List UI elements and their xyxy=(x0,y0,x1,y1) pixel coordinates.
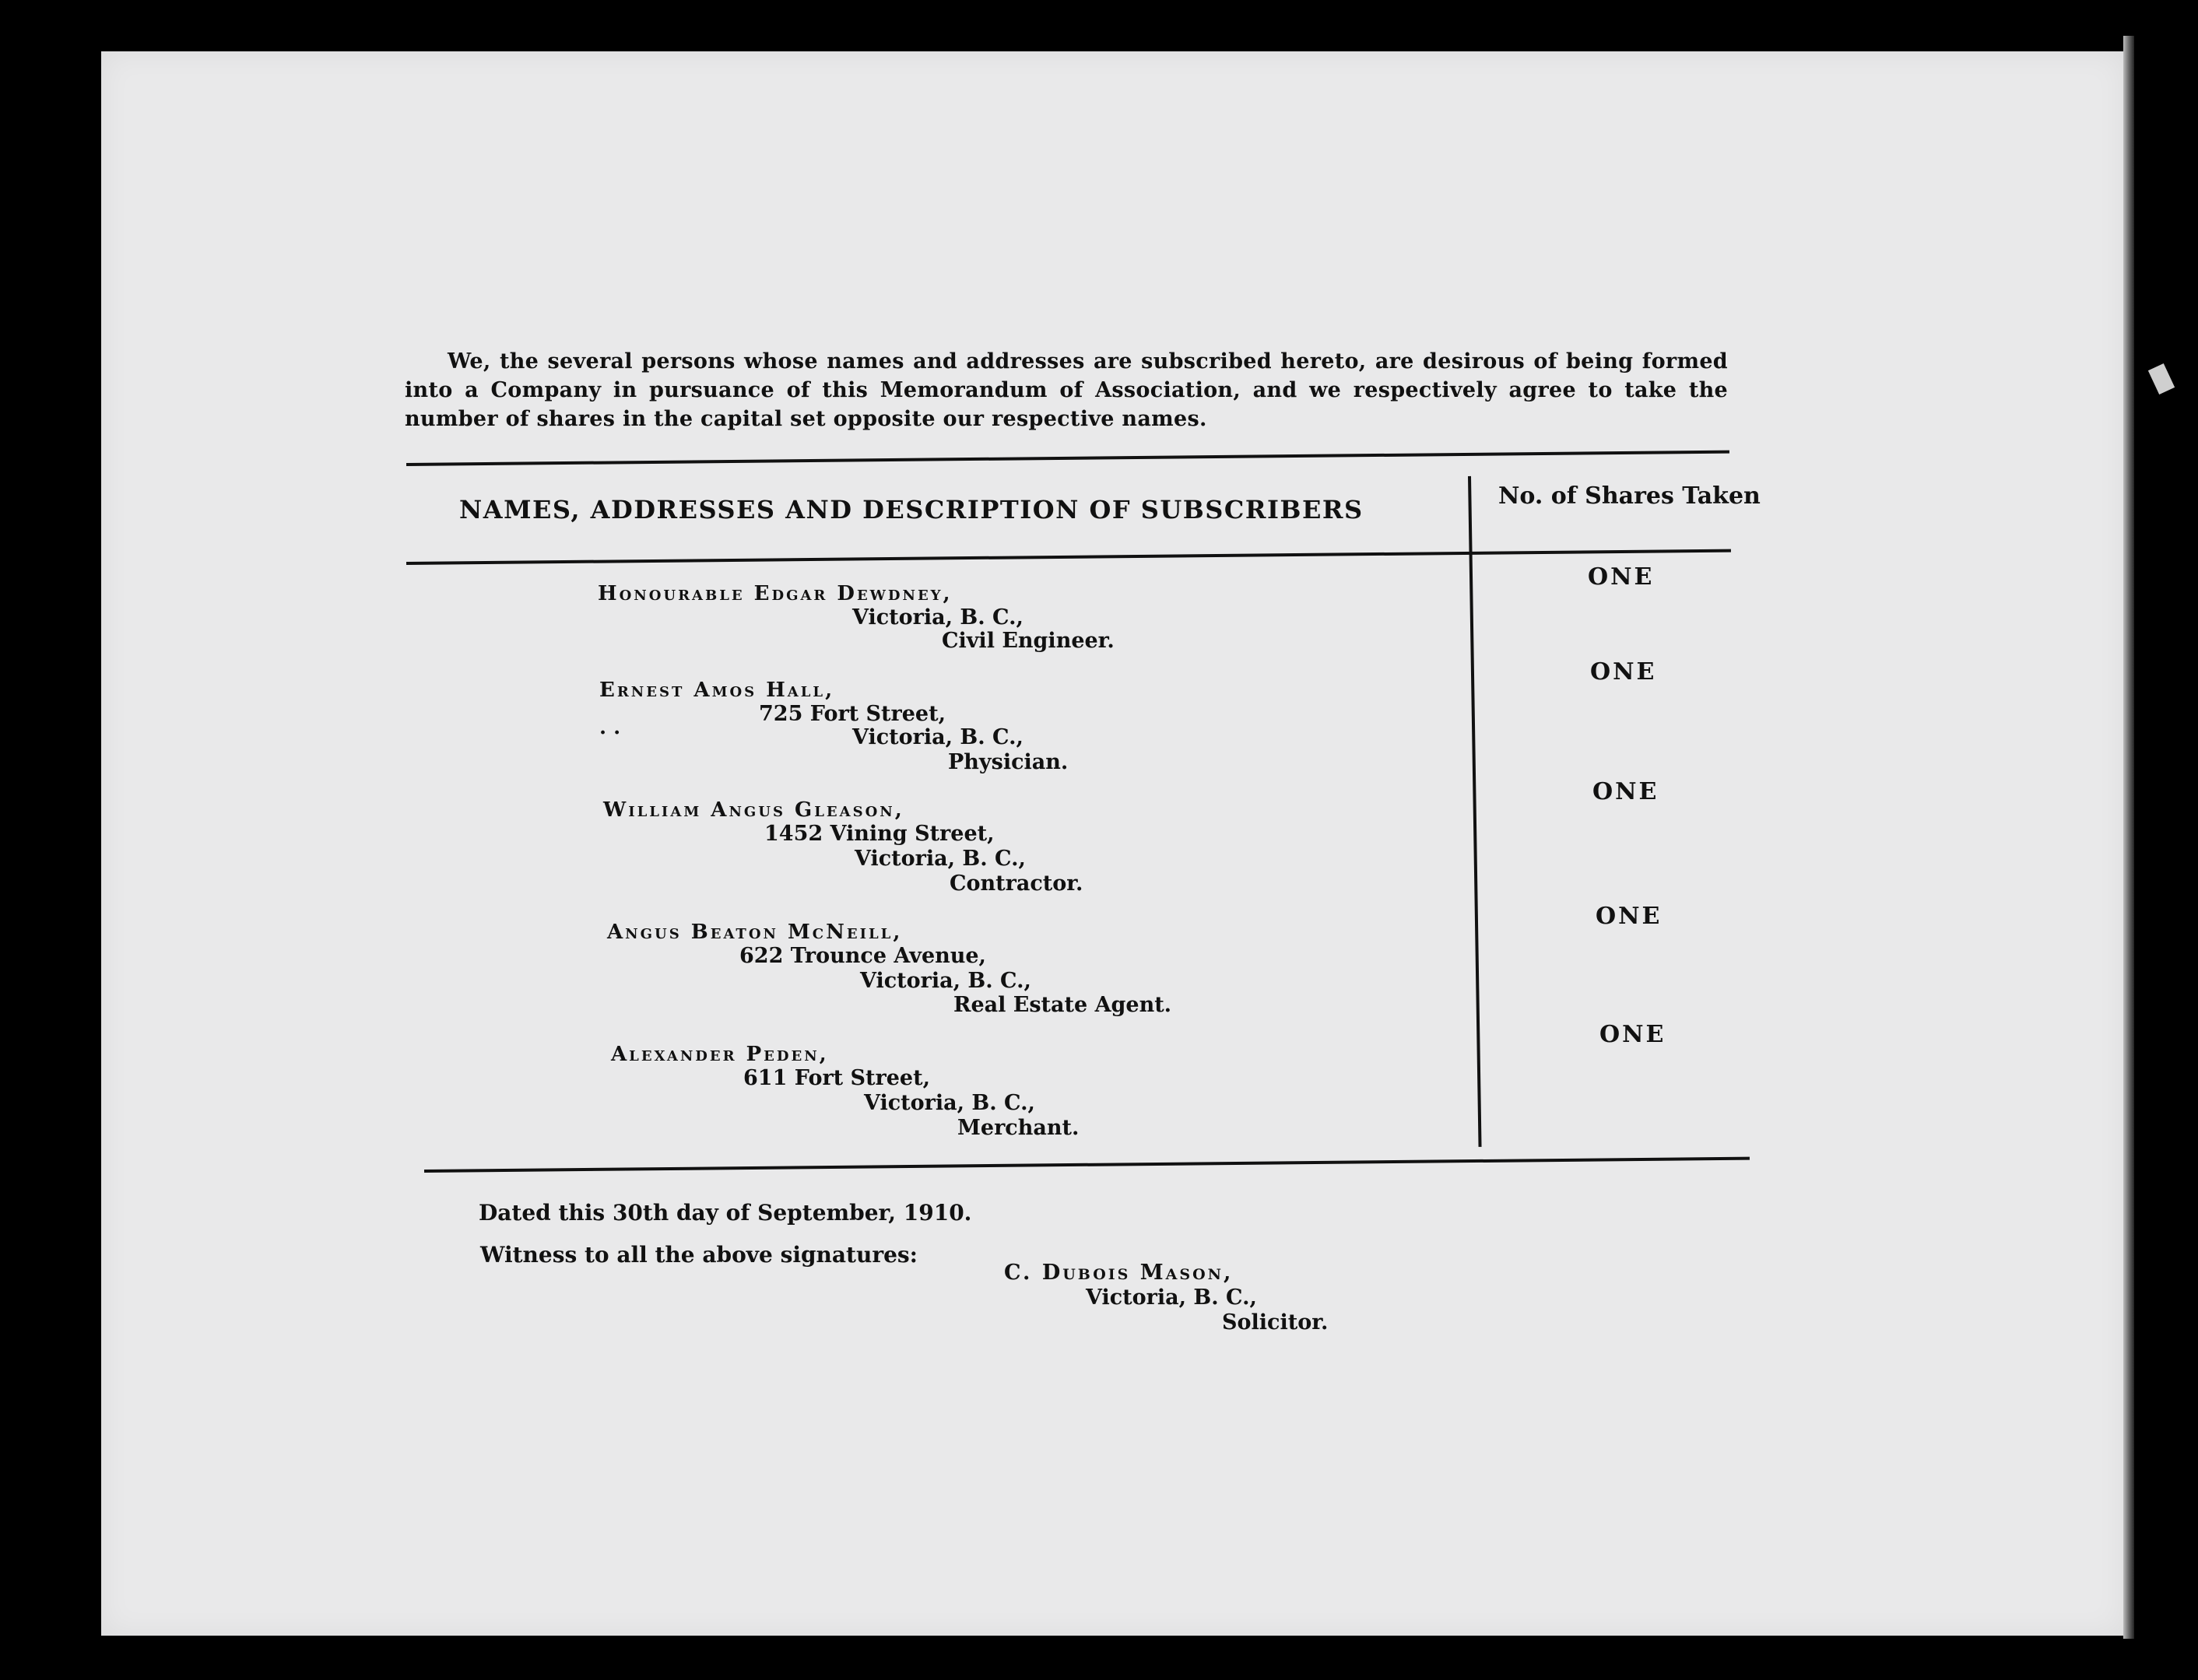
subscriber-3-shares: ONE xyxy=(1592,778,1659,805)
shares-column-header: No. of Shares Taken xyxy=(1498,482,1761,510)
subscriber-4-address: 622 Trounce Avenue, xyxy=(739,944,986,968)
subscriber-2-address: 725 Fort Street, xyxy=(759,702,946,726)
dated-line: Dated this 30th day of September, 1910. xyxy=(479,1200,972,1226)
witness-occupation: Solicitor. xyxy=(1222,1310,1329,1335)
stray-marks: . . xyxy=(599,716,621,739)
subscriber-3-address: 1452 Vining Street, xyxy=(764,822,995,846)
witness-label: Witness to all the above signatures: xyxy=(480,1242,918,1268)
subscriber-2-name: Ernest Amos Hall, xyxy=(599,679,835,702)
subscriber-4-city: Victoria, B. C., xyxy=(860,969,1031,993)
subscriber-5-city: Victoria, B. C., xyxy=(864,1091,1035,1115)
subscriber-3-name: William Angus Gleason, xyxy=(603,798,904,822)
subscriber-1-occupation: Civil Engineer. xyxy=(942,629,1115,653)
subscriber-5-address: 611 Fort Street, xyxy=(743,1066,930,1090)
page-edge xyxy=(2123,36,2134,1639)
document-page xyxy=(101,51,2125,1636)
subscriber-3-occupation: Contractor. xyxy=(950,872,1083,896)
subscriber-2-shares: ONE xyxy=(1590,658,1657,686)
intro-paragraph: We, the several persons whose names and addresses are subscribed hereto, are desirous of being formed into a Company in pursuance of this Memorandum of Association, and we respectively agree to take the number of shares in the capital set opposite our respective names. xyxy=(405,349,1728,431)
subscriber-1-name: Honourable Edgar Dewdney, xyxy=(598,582,953,605)
subscriber-4-occupation: Real Estate Agent. xyxy=(953,993,1172,1017)
subscriber-4-shares: ONE xyxy=(1596,903,1663,930)
page-edge-mark xyxy=(2148,363,2175,395)
subscriber-5-name: Alexander Peden, xyxy=(611,1043,829,1066)
subscriber-1-city: Victoria, B. C., xyxy=(852,605,1024,630)
subscriber-3-city: Victoria, B. C., xyxy=(855,847,1026,871)
witness-city: Victoria, B. C., xyxy=(1086,1285,1257,1310)
subscriber-1-shares: ONE xyxy=(1588,563,1655,591)
subscriber-4-name: Angus Beaton McNeill, xyxy=(607,921,903,944)
subscriber-5-occupation: Merchant. xyxy=(957,1116,1080,1140)
names-column-header: NAMES, ADDRESSES AND DESCRIPTION OF SUBSCRIBERS xyxy=(459,495,1364,524)
witness-name: C. Dubois Mason, xyxy=(1004,1261,1234,1285)
subscriber-2-city: Victoria, B. C., xyxy=(852,725,1024,749)
subscriber-5-shares: ONE xyxy=(1599,1021,1666,1048)
subscriber-2-occupation: Physician. xyxy=(948,750,1069,774)
